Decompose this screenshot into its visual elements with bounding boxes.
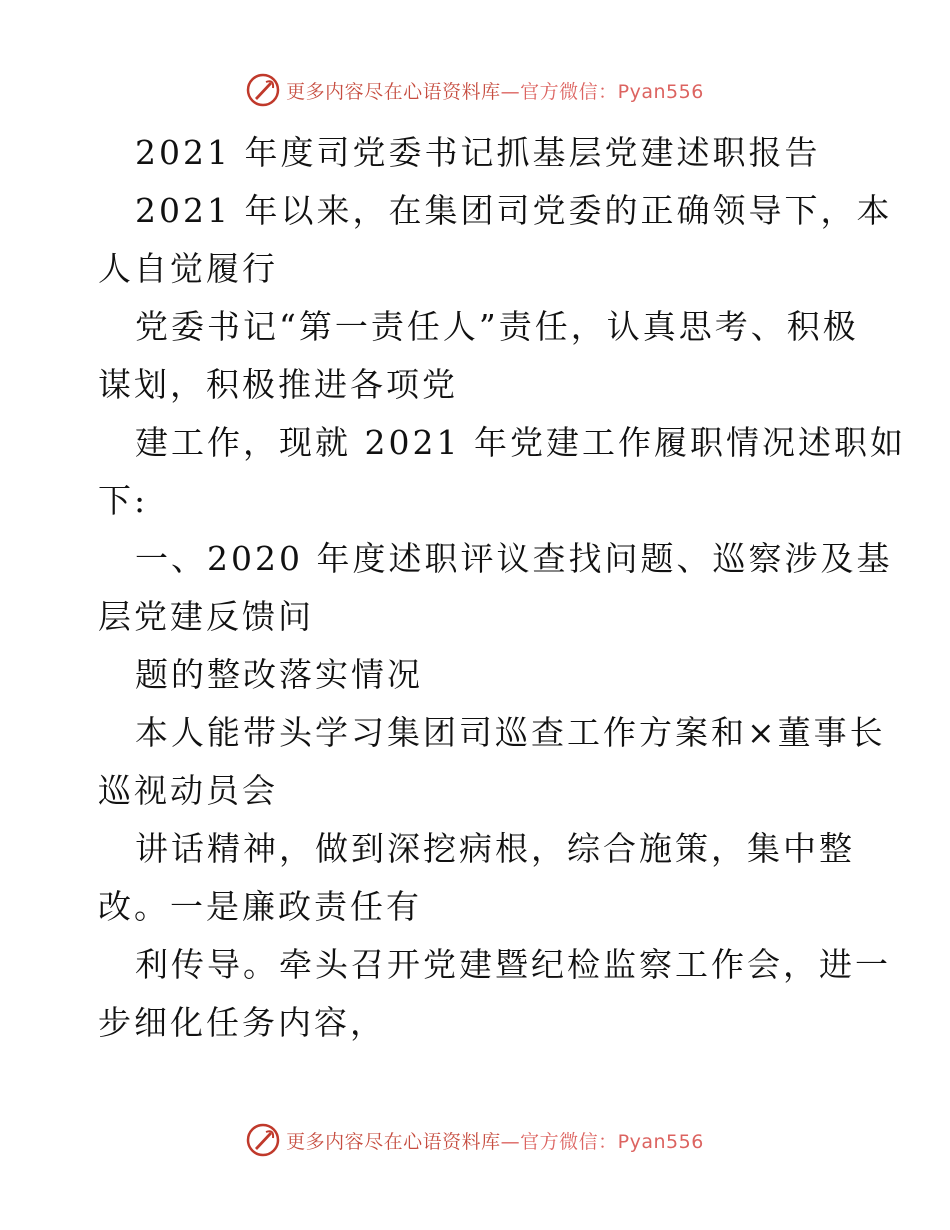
feather-pen-icon — [246, 73, 280, 107]
header-watermark — [0, 70, 950, 110]
doc-line: 步细化任务内容， — [98, 1003, 386, 1042]
doc-line: 层党建反馈问 — [98, 597, 314, 636]
doc-line: 党委书记“第一责任人”责任，认真思考、积极 — [135, 307, 859, 346]
doc-line: 巡视动员会 — [98, 771, 278, 810]
watermark-text: 更多内容尽在心语资料库—官方微信：Pyan556 — [286, 1130, 704, 1153]
watermark-text: 更多内容尽在心语资料库—官方微信：Pyan556 — [286, 80, 704, 103]
doc-line: 人自觉履行 — [98, 249, 278, 288]
footer-watermark — [0, 1120, 950, 1160]
doc-line: 下: — [98, 481, 149, 520]
doc-line: 谋划，积极推进各项党 — [98, 365, 458, 404]
doc-line: 改。一是廉政责任有 — [98, 887, 422, 926]
doc-line: 建工作，现就 2021 年党建工作履职情况述职如 — [135, 423, 906, 462]
doc-line: 讲话精神，做到深挖病根，综合施策，集中整 — [135, 829, 855, 868]
doc-title: 2021 年度司党委书记抓基层党建述职报告 — [135, 133, 821, 172]
feather-pen-icon — [246, 1123, 280, 1157]
doc-section-heading: 一、2020 年度述职评议查找问题、巡察涉及基 — [135, 539, 893, 578]
doc-line: 利传导。牵头召开党建暨纪检监察工作会，进一 — [135, 945, 891, 984]
doc-line: 本人能带头学习集团司巡查工作方案和×董事长 — [135, 713, 886, 752]
doc-line: 题的整改落实情况 — [135, 655, 423, 694]
doc-line: 2021 年以来，在集团司党委的正确领导下，本 — [135, 191, 893, 230]
document-body — [98, 124, 906, 1052]
